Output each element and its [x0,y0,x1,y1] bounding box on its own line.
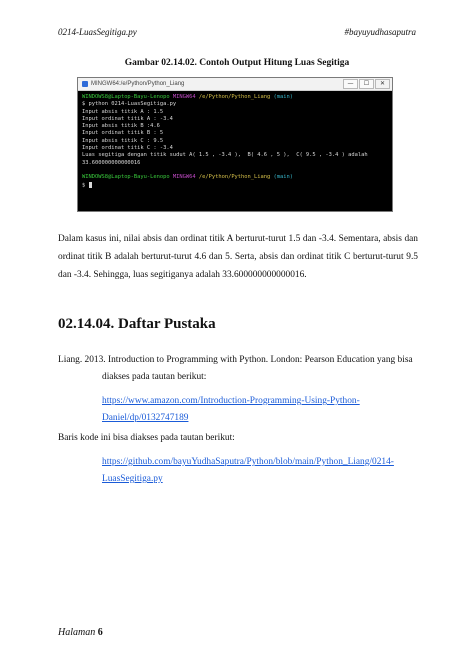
section-title: 02.14.04. Daftar Pustaka [58,316,216,332]
prompt-user: WINDOWS8@Laptop-Bayu-Lenopo [82,94,170,100]
terminal-line: Input ordinat titik A : -3.4 [82,115,173,122]
explanation-paragraph: Dalam kasus ini, nilai absis dan ordinat titik A berturut-turut 1.5 dan -3.4. Sementara, absis dan ordinat titik B adalah berturut-turut 4.6 dan 5. Serta, absis dan ordinat titik C berturut-turut 9.5 dan -3.4. Sehingga, luas segitiganya adalah 33.600000000000016. [58,234,418,280]
terminal-line: Input absis titik C : 9.5 [82,137,164,144]
terminal-line: $ python 0214-LuasSegitiga.py [82,101,177,108]
page-header [58,27,416,37]
cursor-icon [89,182,92,188]
terminal-output [78,91,392,192]
header-hashtag: #bayuyudhasaputra [344,27,416,37]
terminal-line: Luas segitiga dengan titik sudut A( 1.5 , -3.4 ), B( 4.6 , 5 ), C( 9.5 , -3.4 ) adalah [82,152,368,159]
terminal-app-icon [82,81,88,87]
reference-text-line1: Liang. 2013. Introduction to Programming with Python. London: Pearson Education yang bisa [58,355,413,365]
reference-text-line2: diakses pada tautan berikut: [102,372,207,382]
minimize-icon[interactable]: — [343,79,358,89]
prompt-user: WINDOWS8@Laptop-Bayu-Lenopo [82,174,170,181]
terminal-window [77,77,393,212]
code-note-text: Baris kode ini bisa diakses pada tautan berikut: [58,433,235,443]
prompt-env: MINGW64 [172,174,196,181]
page-number: 6 [97,627,103,638]
terminal-title: MINGW64:/e/Python/Python_Liang [91,81,185,87]
terminal-line: Input ordinat titik B : 5 [82,130,164,137]
code-note [58,430,418,488]
maximize-icon[interactable]: ☐ [359,79,374,89]
page-footer [58,627,103,638]
prompt-path: /e/Python/Python_Liang [198,94,271,100]
final-prompt: $ [82,182,86,189]
reference-entry [58,352,418,427]
window-controls [343,79,390,89]
amazon-reference-link[interactable]: https://www.amazon.com/Introduction-Programming-Using-Python-Daniel/dp/0132747189 [102,396,360,423]
terminal-line: 33.600000000000016 [82,159,141,166]
prompt-branch: (main) [273,174,293,181]
header-filename: 0214-LuasSegitiga.py [58,27,137,37]
prompt-env: MINGW64 [172,94,196,100]
terminal-line: Input absis titik B :4.6 [82,123,160,130]
figure-caption: Gambar 02.14.02. Contoh Output Hitung Luas Segitiga [124,58,350,68]
footer-label: Halaman [58,627,96,638]
terminal-line: Input absis titik A : 1.5 [82,108,164,115]
close-icon[interactable]: ✕ [375,79,390,89]
github-code-link[interactable]: https://github.com/bayuYudhaSaputra/Python/blob/main/Python_Liang/0214-LuasSegitiga.py [102,457,394,484]
terminal-line: Input ordinat titik C : -3.4 [82,145,173,152]
prompt-branch: (main) [273,94,293,100]
terminal-titlebar [78,78,392,91]
prompt-path: /e/Python/Python_Liang [198,174,271,181]
